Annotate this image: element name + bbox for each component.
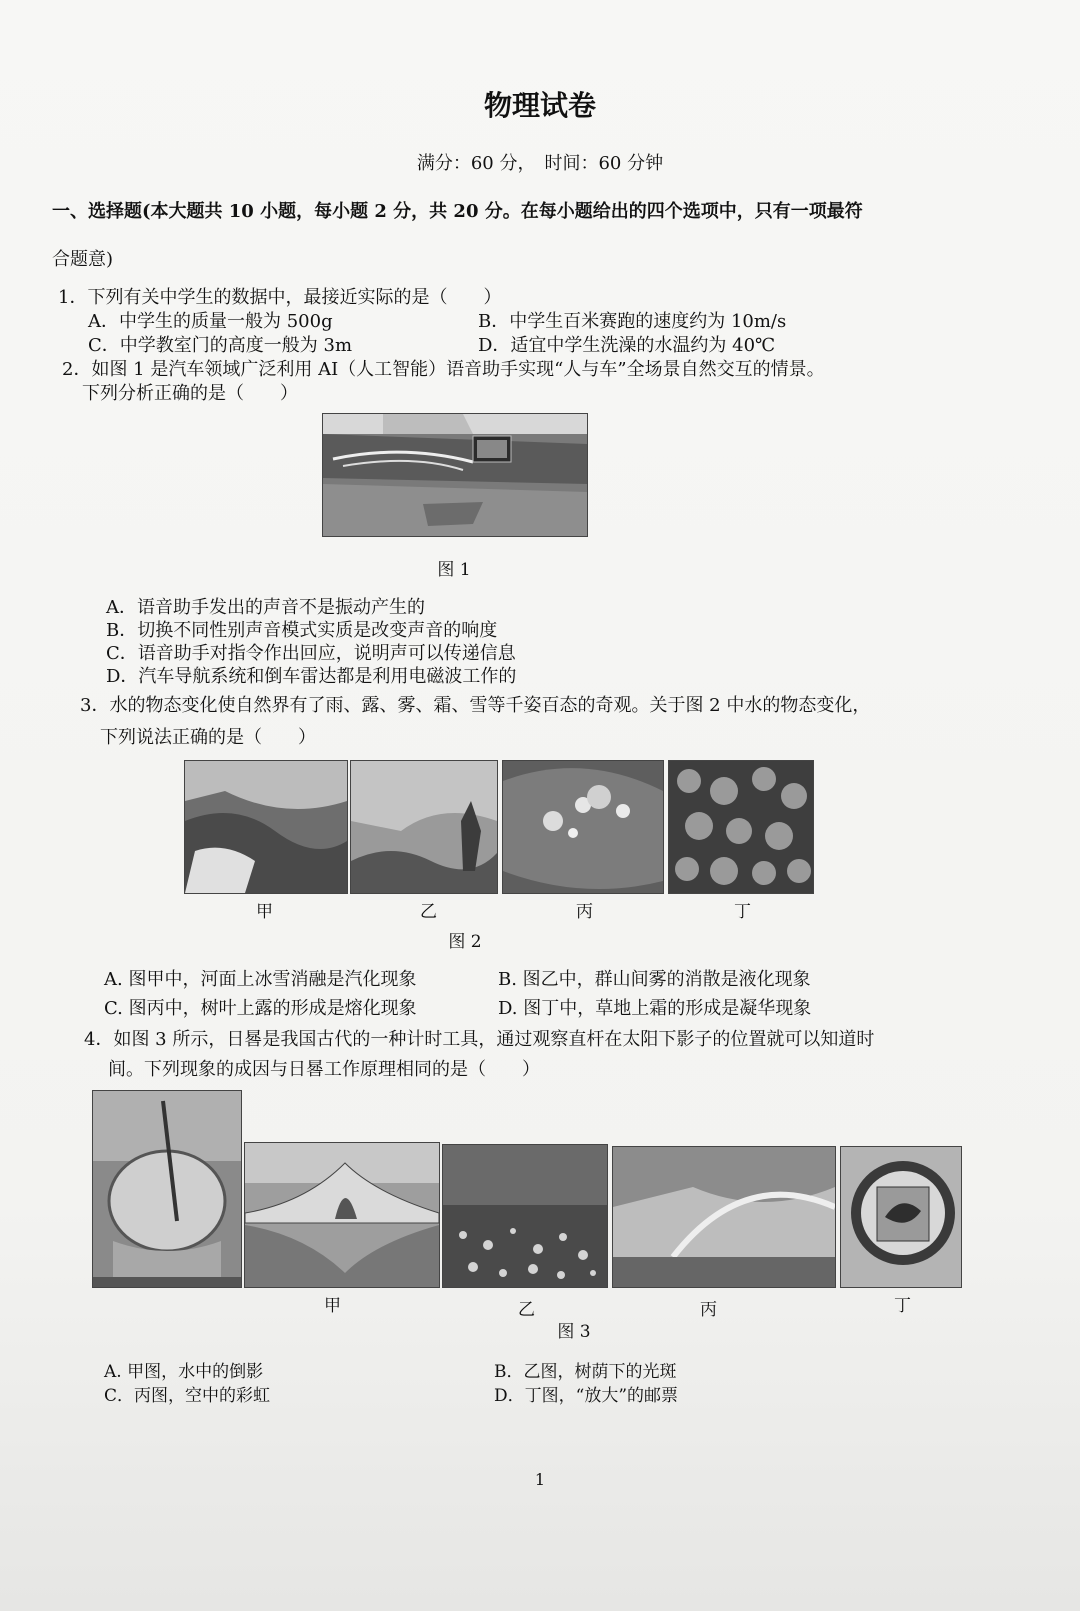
q3-option-c: C. 图丙中，树叶上露的形成是熔化现象 <box>104 998 417 1019</box>
q4-option-b: B．乙图，树荫下的光斑 <box>494 1362 677 1382</box>
q2-option-c: C．语音助手对指令作出回应，说明声可以传递信息 <box>106 643 516 664</box>
q2-stem-cont: 下列分析正确的是（ ） <box>82 383 298 404</box>
section-heading-cont: 合题意) <box>52 249 114 270</box>
q3-option-d: D. 图丁中，草地上霜的形成是凝华现象 <box>498 998 812 1019</box>
q3-option-a: A. 图甲中，河面上冰雪消融是汽化现象 <box>104 969 417 990</box>
q3-stem: 3．水的物态变化使自然界有了雨、露、雾、霜、雪等千姿百态的奇观。关于图 2 中水的物态变化， <box>80 695 871 716</box>
page-subtitle: 满分：60 分， 时间：60 分钟 <box>416 153 664 174</box>
figure-2-label-jia: 甲 <box>256 902 273 922</box>
figure-3-tree-shade-light-spots-photo <box>442 1144 608 1288</box>
figure-2-mountain-fog-photo <box>350 760 498 894</box>
figure-2-label-ding: 丁 <box>734 902 751 922</box>
q3-option-b: B. 图乙中，群山间雾的消散是液化现象 <box>498 969 811 990</box>
q4-option-d: D．丁图，“放大”的邮票 <box>494 1386 679 1406</box>
figure-3-label-jia: 甲 <box>324 1296 341 1316</box>
figure-3-bridge-reflection-photo <box>244 1142 440 1288</box>
figure-3-label-yi: 乙 <box>518 1300 535 1320</box>
q4-option-a: A. 甲图，水中的倒影 <box>104 1362 264 1382</box>
figure-3-magnified-stamp-photo <box>840 1146 962 1288</box>
q4-stem-cont: 间。下列现象的成因与日晷工作原理相同的是（ ） <box>108 1059 540 1080</box>
figure-2-melting-ice-photo <box>184 760 348 894</box>
figure-1-car-dashboard-photo <box>322 413 588 537</box>
figure-2-label-bing: 丙 <box>576 902 593 922</box>
q4-stem: 4．如图 3 所示，日晷是我国古代的一种计时工具，通过观察直杆在太阳下影子的位置就可以知道时 <box>84 1029 875 1050</box>
figure-2-caption: 图 2 <box>448 932 482 952</box>
figure-2-frost-grass-photo <box>668 760 814 894</box>
figure-1-caption: 图 1 <box>437 560 471 580</box>
q1-stem: 1．下列有关中学生的数据中，最接近实际的是（ ） <box>58 287 502 308</box>
figure-3-label-ding: 丁 <box>894 1296 911 1316</box>
q2-option-a: A．语音助手发出的声音不是振动产生的 <box>106 597 425 618</box>
q2-stem: 2．如图 1 是汽车领域广泛利用 AI（人工智能）语音助手实现“人与车”全场景自然交互的情景。 <box>62 359 825 380</box>
figure-3-caption: 图 3 <box>557 1322 591 1342</box>
q1-option-d: D．适宜中学生洗澡的水温约为 40℃ <box>478 335 776 356</box>
figure-3-rainbow-sky-photo <box>612 1146 836 1288</box>
figure-3-sundial-photo <box>92 1090 242 1288</box>
figure-2-dew-drops-photo <box>502 760 664 894</box>
figure-3-label-bing: 丙 <box>700 1300 717 1320</box>
figure-2-label-yi: 乙 <box>420 902 437 922</box>
q1-option-b: B．中学生百米赛跑的速度约为 10m/s <box>478 311 787 332</box>
section-heading: 一、选择题(本大题共 10 小题，每小题 2 分，共 20 分。在每小题给出的四个选项中，只有一项最符 <box>52 201 863 222</box>
q2-option-b: B．切换不同性别声音模式实质是改变声音的响度 <box>106 620 498 641</box>
q3-stem-cont: 下列说法正确的是（ ） <box>100 727 316 748</box>
page-number: 1 <box>534 1470 546 1489</box>
page-title: 物理试卷 <box>483 89 596 122</box>
q2-option-d: D．汽车导航系统和倒车雷达都是利用电磁波工作的 <box>106 666 517 687</box>
q4-option-c: C．丙图，空中的彩虹 <box>104 1386 271 1406</box>
q1-option-c: C．中学教室门的高度一般为 3m <box>88 335 353 356</box>
q1-option-a: A．中学生的质量一般为 500g <box>88 311 333 332</box>
